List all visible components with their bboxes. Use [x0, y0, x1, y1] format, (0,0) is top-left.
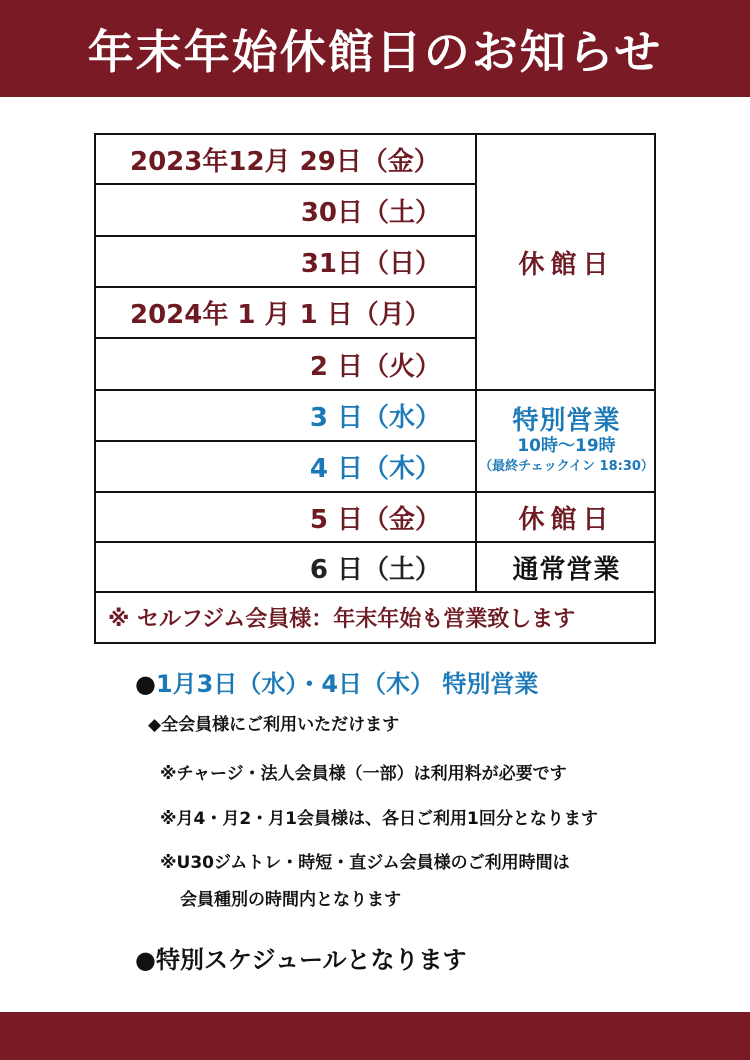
status-cell-closed	[477, 135, 656, 391]
special-hours-heading-text: 1月3日（水）・4日（木） 特別営業	[155, 670, 539, 698]
date-cell-jan5: 5 日（金）	[96, 493, 477, 543]
status-cell-special	[477, 391, 656, 493]
date-cell-dec30: 30日（土）	[96, 185, 477, 237]
special-hours-title: 特別営業	[512, 406, 621, 437]
monthly-member-note: ※月4・月2・月1会員様は、各日ご利用1回分となります	[160, 809, 598, 829]
header-banner	[0, 0, 750, 97]
date-cell-jan2: 2 日（火）	[96, 339, 477, 391]
u30-member-note-cont: 会員種別の時間内となります	[180, 890, 401, 910]
closed-label: 休館日	[518, 249, 615, 280]
status-cell-closed-2	[477, 493, 656, 543]
date-cell-jan4: 4 日（木）	[96, 442, 477, 493]
self-gym-note: ※ セルフジム会員様：年末年始も営業致します	[108, 607, 576, 632]
schedule-heading: ●特別スケジュールとなります	[135, 946, 467, 974]
date-cell-jan1: 2024年 1 月 1 日（月）	[96, 288, 477, 339]
special-hours-time: 10時～19時	[517, 436, 616, 457]
special-hours-heading	[135, 664, 750, 699]
schedule-table	[94, 133, 656, 644]
u30-member-note: ※U30ジムトレ・時短・直ジム会員様のご利用時間は	[160, 853, 570, 873]
special-last-checkin: （最終チェックイン 18:30）	[479, 458, 654, 474]
date-cell-jan6: 6 日（土）	[96, 543, 477, 593]
all-members-line: ◆全会員様にご利用いただけます	[148, 715, 400, 735]
footer-banner	[0, 1012, 750, 1060]
date-cell-dec29: 2023年12月 29日（金）	[96, 135, 477, 185]
normal-hours-label: 通常営業	[512, 554, 621, 585]
closed-label-2: 休館日	[518, 504, 615, 535]
charge-member-note: ※チャージ・法人会員様（一部）は利用料が必要です	[160, 764, 567, 784]
date-cell-dec31: 31日（日）	[96, 237, 477, 288]
page-title: 年末年始休館日のお知らせ	[87, 24, 663, 79]
bullet-icon: ●	[135, 670, 156, 698]
date-cell-jan3: 3 日（水）	[96, 391, 477, 442]
status-cell-normal	[477, 543, 656, 593]
